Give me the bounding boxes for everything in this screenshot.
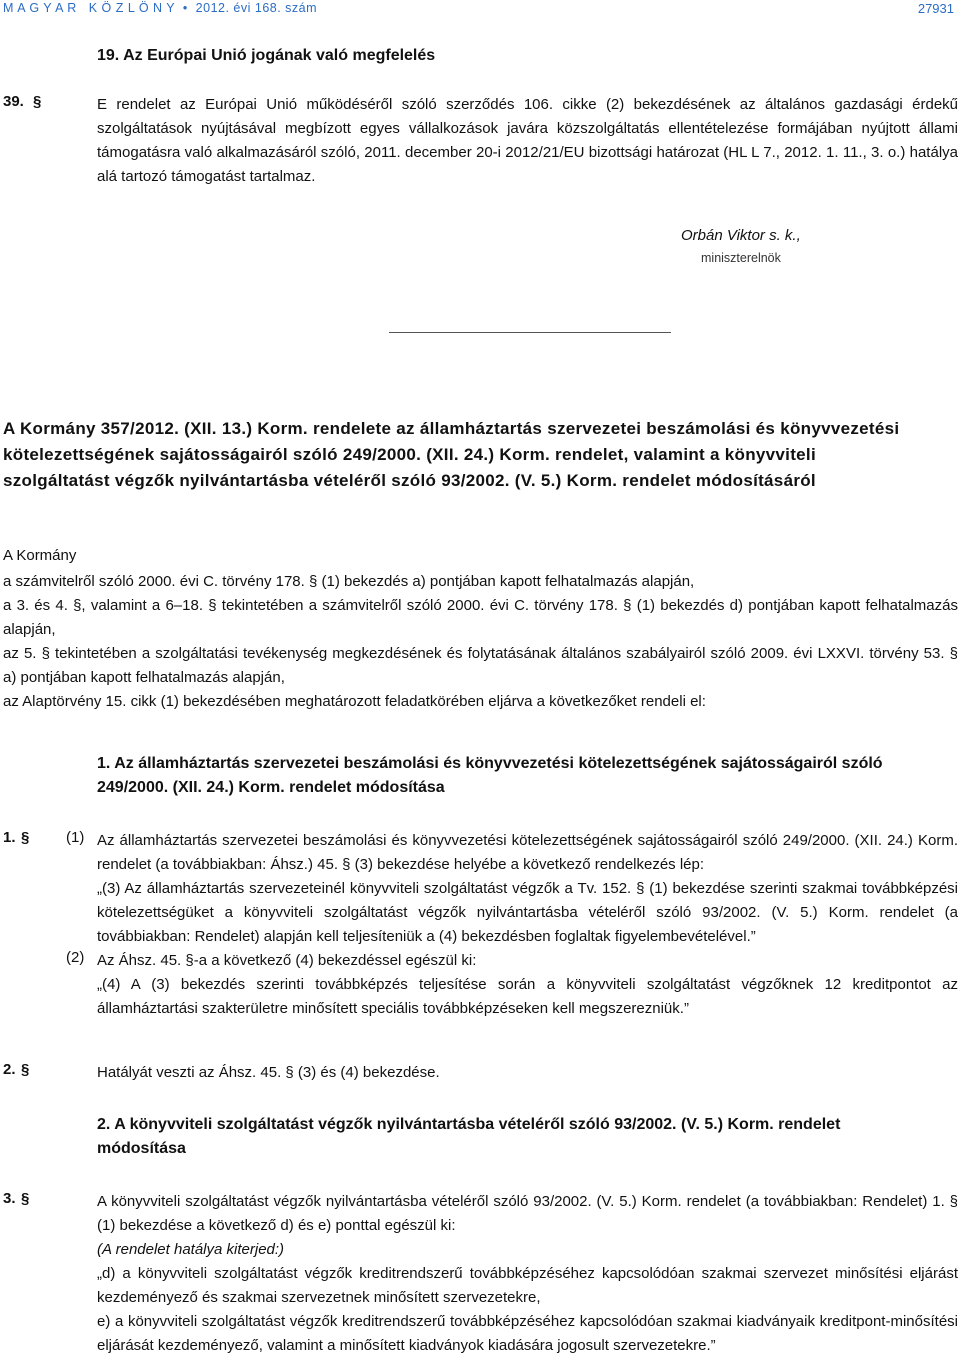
paragraph-39	[0, 93, 960, 189]
intro-line-2: a számvitelről szóló 2000. évi C. törvény 178. § (1) bekezdés a) pontjában kapott felhatalmazás alapján,	[3, 573, 695, 590]
page-number: 27931	[917, 1, 954, 16]
section-sign: §	[21, 1061, 30, 1078]
subsection-text: Az Áhsz. 45. §-a a következő (4) bekezdéssel egészül ki:	[97, 952, 477, 969]
section-sign: §	[21, 1190, 30, 1207]
paragraph-text: E rendelet az Európai Unió működéséről szóló szerződés 106. cikke (2) bekezdésének az általános gazdasági érdekű szolgáltatások nyújtásával megbízott egyes vállalkozások javára közszolgáltatás ellentételezése formájában nyújtott állami támogatásra való alkalmazásáról szóló, 2011. december 20-i 2012/21/EU bizottsági határozat (HL L 7., 2012. 1. 11., 3. o.) hatálya alá tartozó támogatást tartalmaz.	[97, 96, 958, 185]
subsection-number: (2)	[66, 949, 85, 966]
decree-title-block	[0, 416, 960, 494]
chapter-1	[0, 752, 960, 800]
section-sign: §	[33, 93, 42, 110]
divider	[389, 332, 671, 333]
section-sign: §	[21, 829, 30, 846]
page-header	[0, 0, 960, 18]
paragraph-number: 39.	[3, 93, 24, 110]
quote-text: „(3) Az államháztartás szervezeteinél könyvviteli szolgáltatást végzők a Tv. 152. § (1) bekezdése szerinti szakmai továbbképzési kötelezettségüket a könyvviteli szolgáltatást végzők nyilvántartásba vételéről szóló 93/2002. (V. 5.) Korm. rendelet (a továbbiakban: Rendelet) alapján kell teljesíteniük a (4) bekezdésben foglaltak figyelembevételével.”	[97, 880, 958, 945]
subsection-number: (1)	[66, 829, 85, 846]
section-text: A könyvviteli szolgáltatást végzők nyilvántartásba vételéről szóló 93/2002. (V. 5.) Korm. rendelet (a továbbiakban: Rendelet) 1. § (1) bekezdése a következő d) és e) ponttal egészül ki:	[97, 1193, 958, 1234]
italic-note: (A rendelet hatálya kiterjed:)	[97, 1241, 285, 1258]
intro-line-1: A Kormány	[3, 547, 77, 564]
signature-role: miniszterelnök	[701, 251, 781, 265]
section-2	[0, 1061, 960, 1085]
decree-title: A Kormány 357/2012. (XII. 13.) Korm. rendelete az államháztartás szervezetei beszámolási és könyvvezetési kötelezettségének sajátosságairól szóló 249/2000. (XII. 24.) Korm. rendelet, valamint a könyvviteli szolgáltatást végzők nyilvántartásba vételéről szóló 93/2002. (V. 5.) Korm. rendelet módosításáról	[3, 419, 900, 490]
section-number: 1.	[3, 829, 16, 846]
chapter-heading: 2. A könyvviteli szolgáltatást végzők nyilvántartásba vételéről szóló 93/2002. (V. 5.) Korm. rendelet módosítása	[97, 1116, 841, 1157]
section-number: 2.	[3, 1061, 16, 1078]
section-19	[0, 44, 960, 68]
section-number: 3.	[3, 1190, 16, 1207]
section-text: Hatályát veszti az Áhsz. 45. § (3) és (4) bekezdése.	[97, 1064, 440, 1081]
section-1	[0, 829, 960, 1021]
decree-intro	[0, 544, 960, 714]
signature-name: Orbán Viktor s. k.,	[681, 227, 801, 244]
chapter-2	[0, 1113, 960, 1161]
point-d: „d) a könyvviteli szolgáltatást végzők kreditrendszerű továbbképzéséhez kapcsolódóan szakmai szervezet minősítési eljárást kezdeményező és szakmai szervezetnek minősített szervezetekre,	[97, 1265, 958, 1306]
quote-text: „(4) A (3) bekezdés szerinti továbbképzés teljesítése során a könyvviteli szolgáltatást végzőknek 12 kreditpontot az államháztartási szakterületre minősített speciális továbbképzéseken kell megszerezniük.”	[97, 976, 958, 1017]
subsection-text: Az államháztartás szervezetei beszámolási és könyvvezetési kötelezettségének sajátosságairól szóló 249/2000. (XII. 24.) Korm. rendelet (a továbbiakban: Áhsz.) 45. § (3) bekezdése helyébe a következő rendelkezés lép:	[97, 832, 958, 873]
point-e: e) a könyvviteli szolgáltatást végzők kreditrendszerű továbbképzéséhez kapcsolódóan szakmai kiadványaik kreditpont-minősítési eljárását kezdeményező, valamint a minősített kiadványok kiadására jogosult szervezetekre.”	[97, 1313, 958, 1354]
section-heading: 19. Az Európai Unió jogának való megfelelés	[97, 47, 436, 64]
section-3	[0, 1190, 960, 1358]
intro-line-5: az Alaptörvény 15. cikk (1) bekezdésében meghatározott feladatkörében eljárva a következőket rendeli el:	[3, 693, 706, 710]
journal-title: M A G Y A R K Ö Z L Ö N Y • 2012. évi 168. szám	[3, 1, 318, 15]
chapter-heading: 1. Az államháztartás szervezetei beszámolási és könyvvezetési kötelezettségének sajátosságairól szóló 249/2000. (XII. 24.) Korm. rendelet módosítása	[97, 755, 883, 796]
intro-line-3: a 3. és 4. §, valamint a 6–18. § tekintetében a számvitelről szóló 2000. évi C. törvény 178. § (1) bekezdés d) pontjában kapott felhatalmazás alapján,	[3, 597, 958, 638]
intro-line-4: az 5. § tekintetében a szolgáltatási tevékenység megkezdésének és folytatásának általános szabályairól szóló 2009. évi LXXVI. törvény 53. § a) pontjában kapott felhatalmazás alapján,	[3, 645, 958, 686]
